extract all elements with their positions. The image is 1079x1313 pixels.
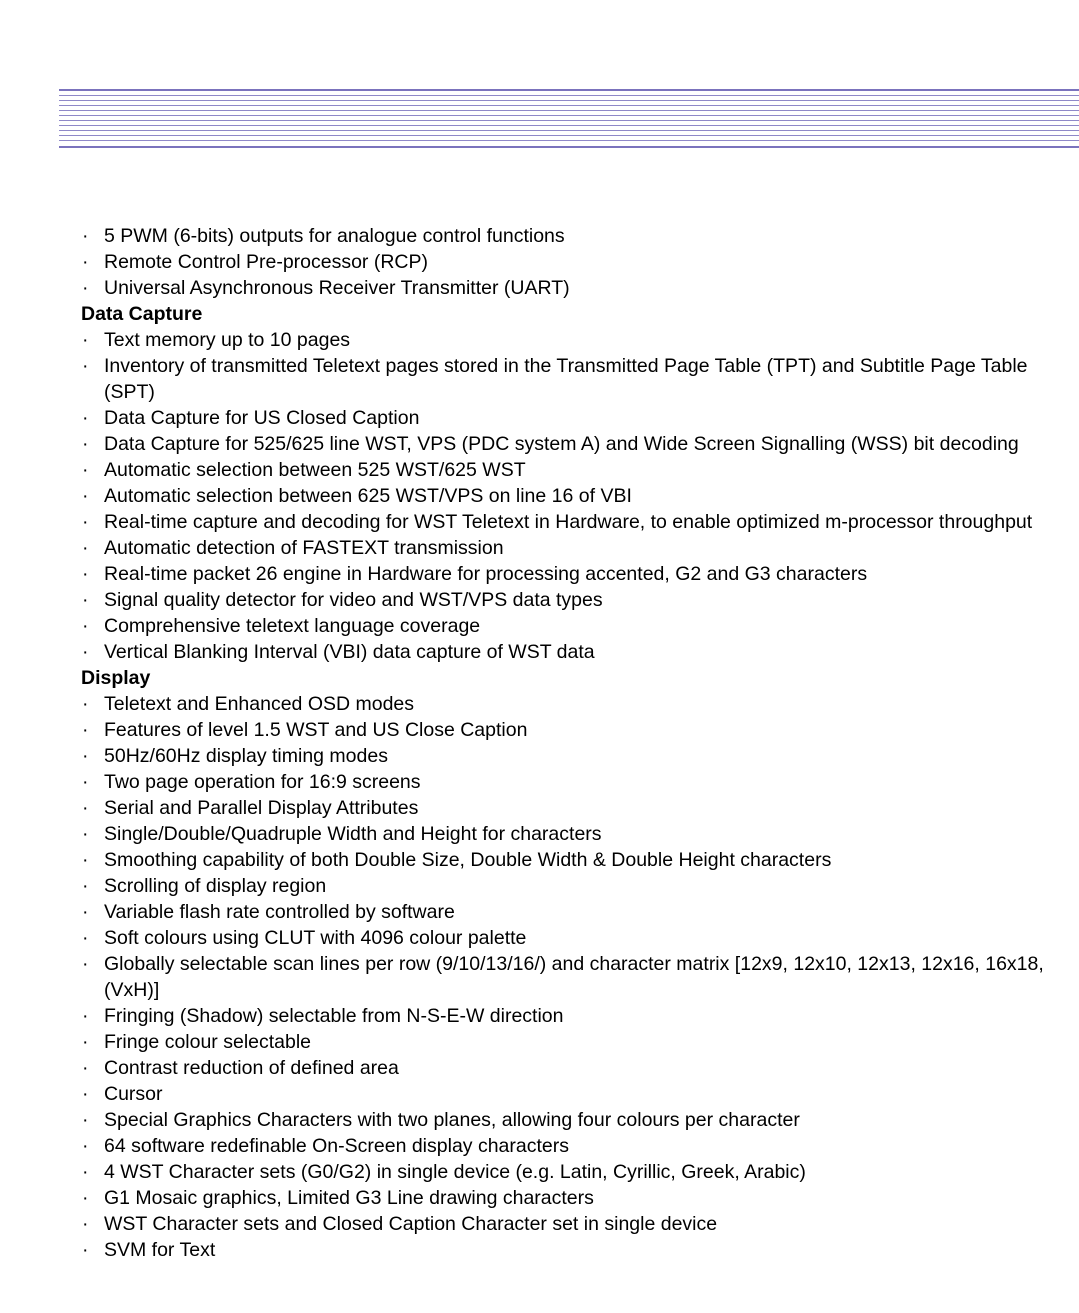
bullet-icon: · bbox=[82, 693, 89, 715]
bullet-icon: · bbox=[82, 1057, 89, 1079]
list-item-text: Features of level 1.5 WST and US Close Caption bbox=[104, 719, 528, 741]
list-item bbox=[81, 613, 1071, 639]
list-item-text: WST Character sets and Closed Caption Character set in single device bbox=[104, 1213, 718, 1235]
list-item-text: Signal quality detector for video and WST/VPS data types bbox=[104, 589, 603, 611]
list-item bbox=[81, 1185, 1071, 1211]
bullet-icon: · bbox=[82, 511, 89, 533]
bullet-icon: · bbox=[82, 875, 89, 897]
bullet-icon: · bbox=[82, 1109, 89, 1131]
bullet-icon: · bbox=[82, 329, 89, 351]
list-item-text: Contrast reduction of defined area bbox=[104, 1057, 399, 1079]
bullet-icon: · bbox=[82, 563, 89, 585]
bullet-icon: · bbox=[82, 901, 89, 923]
bullet-icon: · bbox=[82, 953, 89, 975]
bullet-icon: · bbox=[82, 771, 89, 793]
list-item bbox=[81, 1107, 1071, 1133]
list-item-text: 4 WST Character sets (G0/G2) in single device (e.g. Latin, Cyrillic, Greek, Arabic) bbox=[104, 1161, 806, 1183]
list-item bbox=[81, 743, 1071, 769]
list-item-text: Text memory up to 10 pages bbox=[104, 329, 351, 351]
list-item bbox=[81, 1159, 1071, 1185]
bullet-icon: · bbox=[82, 615, 89, 637]
list-item-text: G1 Mosaic graphics, Limited G3 Line drawing characters bbox=[104, 1187, 594, 1209]
list-item-text: Teletext and Enhanced OSD modes bbox=[104, 693, 415, 715]
list-item bbox=[81, 1237, 1071, 1263]
list-item bbox=[81, 535, 1071, 561]
bullet-icon: · bbox=[82, 641, 89, 663]
bullet-icon: · bbox=[82, 1161, 89, 1183]
bullet-icon: · bbox=[82, 355, 89, 377]
list-item bbox=[81, 275, 1071, 301]
list-item bbox=[81, 561, 1071, 587]
list-item bbox=[81, 1029, 1071, 1055]
list-item bbox=[81, 327, 1071, 353]
list-item-text: Single/Double/Quadruple Width and Height for characters bbox=[104, 823, 602, 845]
list-item-text: Variable flash rate controlled by software bbox=[104, 901, 455, 923]
list-item bbox=[81, 717, 1071, 743]
bullet-icon: · bbox=[82, 719, 89, 741]
bullet-icon: · bbox=[82, 433, 89, 455]
list-item bbox=[81, 1003, 1071, 1029]
list-item bbox=[81, 223, 1071, 249]
bullet-icon: · bbox=[82, 459, 89, 481]
list-item-text: Real-time capture and decoding for WST Teletext in Hardware, to enable optimized m-processor throughput bbox=[104, 511, 1033, 533]
list-item-text: Cursor bbox=[104, 1083, 163, 1105]
bullet-icon: · bbox=[82, 1031, 89, 1053]
list-item-text: SVM for Text bbox=[104, 1239, 216, 1261]
list-item bbox=[81, 483, 1071, 509]
list-item-text: Smoothing capability of both Double Size, Double Width & Double Height characters bbox=[104, 849, 832, 871]
bullet-icon: · bbox=[82, 1135, 89, 1157]
list-item-text: Remote Control Pre-processor (RCP) bbox=[104, 251, 429, 273]
list-item bbox=[81, 249, 1071, 275]
list-item bbox=[81, 795, 1071, 821]
bullet-icon: · bbox=[82, 225, 89, 247]
list-item-text: Vertical Blanking Interval (VBI) data capture of WST data bbox=[104, 641, 595, 663]
list-item bbox=[81, 691, 1071, 717]
list-item-text: Globally selectable scan lines per row (9/10/13/16/) and character matrix [12x9, 12x10, 12x13, 12x16, 16x18, (VxH)] bbox=[104, 953, 1044, 1001]
bullet-icon: · bbox=[82, 1239, 89, 1261]
list-item-text: Data Capture for 525/625 line WST, VPS (PDC system A) and Wide Screen Signalling (WSS) bit decoding bbox=[104, 433, 1019, 455]
list-item bbox=[81, 587, 1071, 613]
bullet-icon: · bbox=[82, 589, 89, 611]
list-item-text: Soft colours using CLUT with 4096 colour palette bbox=[104, 927, 527, 949]
list-item bbox=[81, 457, 1071, 483]
list-item-text: Fringing (Shadow) selectable from N-S-E-W direction bbox=[104, 1005, 564, 1027]
bullet-icon: · bbox=[82, 485, 89, 507]
list-item-text: 5 PWM (6-bits) outputs for analogue control functions bbox=[104, 225, 565, 247]
bullet-icon: · bbox=[82, 1005, 89, 1027]
list-item-text: Special Graphics Characters with two planes, allowing four colours per character bbox=[104, 1109, 800, 1131]
list-item-text: 64 software redefinable On-Screen display characters bbox=[104, 1135, 569, 1157]
list-item bbox=[81, 769, 1071, 795]
bullet-icon: · bbox=[82, 1083, 89, 1105]
list-item-text: 50Hz/60Hz display timing modes bbox=[104, 745, 388, 767]
bullet-icon: · bbox=[82, 407, 89, 429]
list-item bbox=[81, 1211, 1071, 1237]
list-item-text: Automatic detection of FASTEXT transmission bbox=[104, 537, 504, 559]
list-item bbox=[81, 1081, 1071, 1107]
list-item-text: Two page operation for 16:9 screens bbox=[104, 771, 421, 793]
bullet-icon: · bbox=[82, 251, 89, 273]
list-item bbox=[81, 821, 1071, 847]
list-item-text: Comprehensive teletext language coverage bbox=[104, 615, 481, 637]
list-item bbox=[81, 1133, 1071, 1159]
section-heading: Display bbox=[81, 667, 151, 689]
bullet-icon: · bbox=[82, 745, 89, 767]
list-item-text: Universal Asynchronous Receiver Transmitter (UART) bbox=[104, 277, 570, 299]
section-heading: Data Capture bbox=[81, 303, 203, 325]
bullet-icon: · bbox=[82, 537, 89, 559]
bullet-icon: · bbox=[82, 277, 89, 299]
list-item bbox=[81, 431, 1071, 457]
list-item-text: Automatic selection between 625 WST/VPS on line 16 of VBI bbox=[104, 485, 632, 507]
list-item bbox=[81, 353, 1071, 405]
list-item bbox=[81, 509, 1071, 535]
bullet-icon: · bbox=[82, 1187, 89, 1209]
bullet-icon: · bbox=[82, 1213, 89, 1235]
header-rule-decoration bbox=[59, 89, 1079, 149]
list-item-text: Data Capture for US Closed Caption bbox=[104, 407, 420, 429]
list-item-text: Automatic selection between 525 WST/625 WST bbox=[104, 459, 526, 481]
list-item-text: Real-time packet 26 engine in Hardware for processing accented, G2 and G3 characters bbox=[104, 563, 868, 585]
list-item bbox=[81, 925, 1071, 951]
bullet-icon: · bbox=[82, 797, 89, 819]
list-item-text: Serial and Parallel Display Attributes bbox=[104, 797, 419, 819]
bullet-icon: · bbox=[82, 849, 89, 871]
list-item bbox=[81, 951, 1071, 1003]
list-item bbox=[81, 873, 1071, 899]
list-item bbox=[81, 405, 1071, 431]
list-item bbox=[81, 1055, 1071, 1081]
list-item bbox=[81, 847, 1071, 873]
feature-list bbox=[81, 223, 1071, 1263]
bullet-icon: · bbox=[82, 823, 89, 845]
list-item bbox=[81, 639, 1071, 665]
list-item-text: Scrolling of display region bbox=[104, 875, 327, 897]
list-item-text: Inventory of transmitted Teletext pages stored in the Transmitted Page Table (TPT) and Subtitle Page Table (SPT) bbox=[104, 355, 1028, 403]
bullet-icon: · bbox=[82, 927, 89, 949]
list-item bbox=[81, 899, 1071, 925]
list-item-text: Fringe colour selectable bbox=[104, 1031, 312, 1053]
